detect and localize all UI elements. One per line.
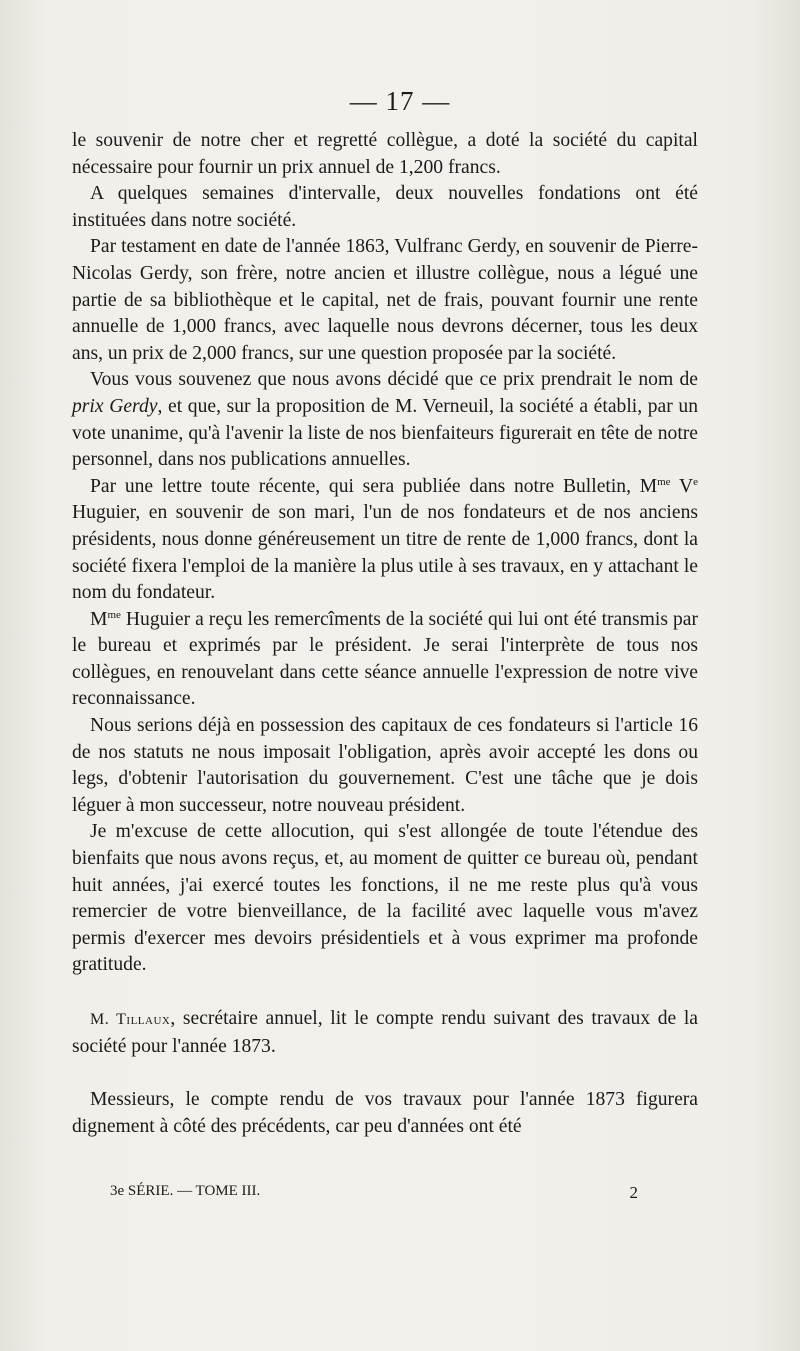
paragraph-4 [72,367,698,473]
paragraph-5-mid: V [670,475,694,497]
paragraph-3: Par testament en date de l'année 1863, Vulfranc Gerdy, en souvenir de Pierre-Nicolas Gerdy, son frère, notre ancien et illustre collègue, nous a légué une partie de sa bibliothèque et le capital, net de frais, pouvant fournir une rente annuelle de 1,000 francs, avec laquelle nous devrons décerner, tous les deux ans, un prix de 2,000 francs, sur une question proposée par la société. [72,236,698,364]
signature-mark: 2 [629,1183,638,1202]
paragraph-7: Nous serions déjà en possession des capitaux de ces fondateurs si l'article 16 de nos statuts ne nous imposait l'obligation, après avoir accepté les dons ou legs, d'obtenir l'autorisation du gouvernement. C'est une tâche que je dois léguer à mon successeur, notre nouveau président. [72,715,698,816]
paragraph-4-end: , et que, sur la proposition de M. Verneuil, la société a établi, par un vote unanime, qu'à l'avenir la liste de nos bienfaiteurs figurerait en tête de notre personnel, dans nos publications annuelles. [72,395,698,471]
paragraph-9 [72,1006,698,1060]
paragraph-6-end: Huguier a reçu les remercîments de la société qui lui ont été transmis par le bureau et exprimés par le président. Je serai l'interprète de tous nos collègues, en renouvelant dans cette séance annuelle l'expression de notre vive reconnaissance. [72,608,698,710]
paragraph-5 [72,474,698,607]
paragraph-1: le souvenir de notre cher et regretté collègue, a doté la société du capital nécessaire pour fournir un prix annuel de 1,200 francs. [72,130,698,178]
paragraph-6-start: M [90,608,108,630]
series-label: 3e SÉRIE. — TOME III. [110,1183,261,1199]
paragraph-5-end: Huguier, en souvenir de son mari, l'un de nos fondateurs et de nos anciens présidents, nous donne généreusement un titre de rente de 1,000 francs, dont la société fixera l'emploi de la manière la plus utile à ses travaux, en y attachant le nom du fondateur. [72,502,698,604]
body-text [72,128,698,1140]
paragraph-8: Je m'excuse de cette allocution, qui s'est allongée de toute l'étendue des bienfaits que nous avons reçus, et, au moment de quitter ce bureau où, pendant huit années, j'ai exercé toutes les fonctions, il ne me reste plus qu'à vous remercier de votre bienveillance, de la facilité avec laquelle vous m'avez permis d'exercer mes devoirs présidentiels et à vous exprimer ma profonde gratitude. [72,821,698,976]
paragraph-6 [72,607,698,713]
paragraph-5-start: Par une lettre toute récente, qui sera publiée dans notre Bulletin, M [90,475,658,497]
superscript-me: me [657,475,671,488]
page-number: — 17 — [349,86,451,116]
paragraph-10: Messieurs, le compte rendu de vos travaux pour l'année 1873 figurera dignement à côté des précédents, car peu d'années ont été [72,1089,698,1137]
paragraph-2: A quelques semaines d'intervalle, deux nouvelles fondations ont été instituées dans notre société. [72,183,698,231]
prix-gerdy-italic: prix Gerdy [72,395,158,417]
superscript-me: me [107,608,121,621]
superscript-e: e [693,475,698,488]
page-footer [110,1183,638,1203]
paragraph-4-start: Vous vous souvenez que nous avons décidé que ce prix prendrait le nom de [90,369,698,391]
speaker-name: M. Tillaux [90,1011,171,1028]
paragraph-9-end: , secrétaire annuel, lit le compte rendu suivant des travaux de la société pour l'année 1873. [72,1008,698,1057]
